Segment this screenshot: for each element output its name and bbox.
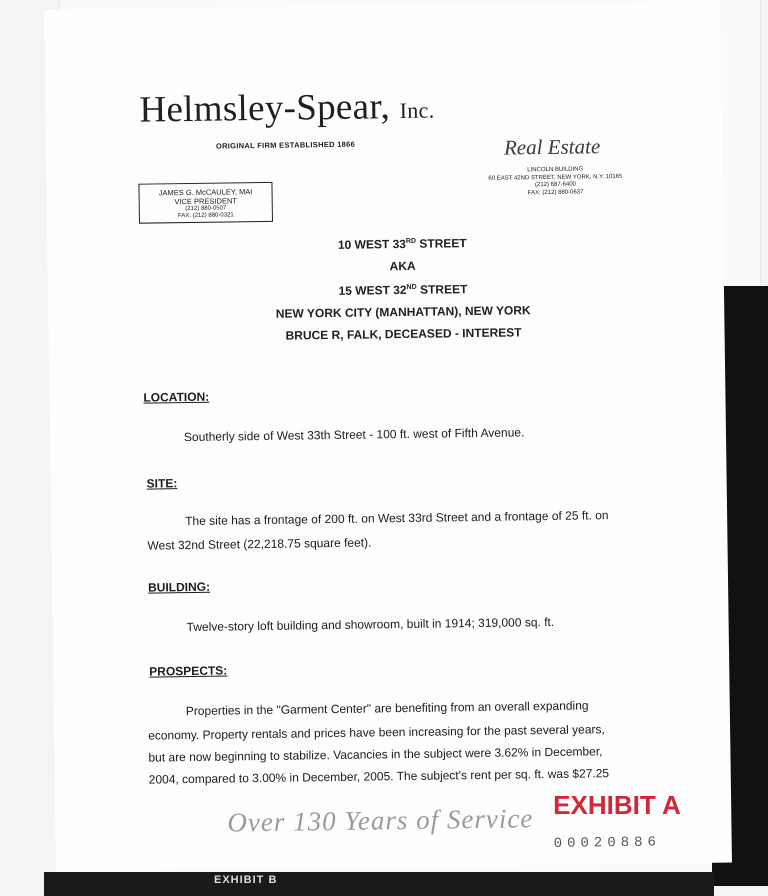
site-text-line-1: The site has a frontage of 200 ft. on West 33rd Street and a frontage of 25 ft. on xyxy=(185,508,609,529)
building-heading: BUILDING: xyxy=(147,579,211,595)
prospects-heading: PROSPECTS: xyxy=(149,663,228,679)
exhibit-stamp: EXHIBIT A xyxy=(553,790,681,821)
firm-name-main: Helmsley-Spear, xyxy=(139,86,391,131)
contact-card xyxy=(138,182,273,224)
document-page xyxy=(44,1,732,872)
firm-phone: (212) 687-6400 xyxy=(534,181,577,189)
prospects-line-1: Properties in the "Garment Center" are benefiting from an overall expanding xyxy=(185,698,589,719)
real-estate-script: Real Estate xyxy=(503,134,601,160)
scan-bottom-edge xyxy=(44,872,714,896)
location-heading: LOCATION: xyxy=(143,389,210,405)
title-line-4: NEW YORK CITY (MANHATTAN), NEW YORK xyxy=(275,303,531,321)
prospects-line-2: economy. Property rentals and prices have been increasing for the past several years, xyxy=(148,722,605,743)
contact-name: JAMES G. McCAULEY, MAI xyxy=(158,187,253,198)
bates-number: 00020886 xyxy=(553,834,662,852)
firm-name xyxy=(139,85,435,132)
building-name: LINCOLN BUILDING xyxy=(527,166,584,174)
prospects-line-4: 2004, compared to 3.00% in December, 2005. The subject's rent per sq. ft. was $27.25 xyxy=(148,766,610,787)
underlying-page-label: EXHIBIT B xyxy=(214,874,278,886)
firm-name-suffix: Inc. xyxy=(399,97,435,124)
firm-fax: FAX: (212) 880-0637 xyxy=(527,188,584,196)
title-line-2: AKA xyxy=(389,258,416,274)
location-text: Southerly side of West 33th Street - 100 ft. west of Fifth Avenue. xyxy=(183,425,525,445)
contact-role: VICE PRESIDENT xyxy=(174,196,237,207)
firm-address-block xyxy=(470,166,640,198)
site-text-line-2: West 32nd Street (22,218.75 square feet). xyxy=(147,535,372,553)
contact-phone: (212) 880-0507 xyxy=(185,205,227,213)
street-address: 60 EAST 42ND STREET, NEW YORK, N.Y. 10165 xyxy=(488,173,623,182)
title-line-5: BRUCE R, FALK, DECEASED - INTEREST xyxy=(285,325,522,343)
site-heading: SITE: xyxy=(146,476,178,491)
contact-fax: FAX: (212) 880-0321 xyxy=(177,212,234,220)
property-title-block xyxy=(207,228,599,347)
building-text: Twelve-story loft building and showroom, built in 1914; 319,000 sq. ft. xyxy=(186,614,555,635)
established-line: ORIGINAL FIRM ESTABLISHED 1866 xyxy=(215,139,356,151)
title-line-1: 10 WEST 33RD STREET xyxy=(337,236,467,252)
footer-slogan: Over 130 Years of Service xyxy=(227,803,534,838)
title-line-3: 15 WEST 32ND STREET xyxy=(338,282,468,298)
prospects-line-3: but are now beginning to stabilize. Vacancies in the subject were 3.62% in December, xyxy=(148,744,603,765)
